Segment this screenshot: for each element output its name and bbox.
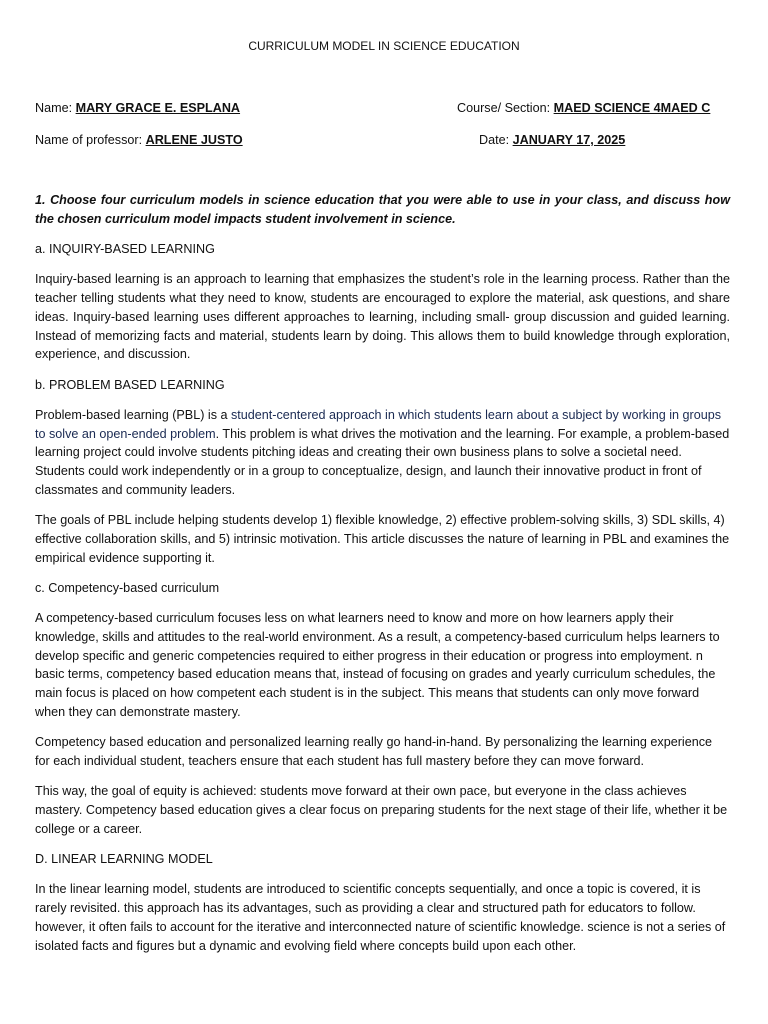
student-name-value: MARY GRACE E. ESPLANA <box>75 101 241 115</box>
date-value: JANUARY 17, 2025 <box>512 133 626 147</box>
section-c-paragraph-1: A competency-based curriculum focuses less on what learners need to know and more on how learners apply their knowledge, skills and attitudes to the real-world environment. As a result, a competency-based curriculum helps learners to develop specific and generic competencies required to either progress in their education or progress into employment. n basic terms, competency based education means that, instead of focusing on grades and yearly curriculum schedules, the main focus is placed on how competent each student is in the subject. This means that students can only move forward when they can demonstrate mastery. <box>35 611 720 720</box>
section-d-paragraph: In the linear learning model, students are introduced to scientific concepts sequentially, and once a topic is covered, it is rarely revisited. this approach has its advantages, such as providing a clear and structured path for educators to follow. however, it often fails to account for the iterative and interconnected nature of scientific knowledge. science is not a series of isolated facts and figures but a dynamic and evolving field where concepts build upon each other. <box>35 882 726 953</box>
section-b-heading: b. PROBLEM BASED LEARNING <box>35 377 225 392</box>
section-c-paragraph-2: Competency based education and personalized learning really go hand-in-hand. By personalizing the learning experience for each individual student, teachers ensure that each student has full mastery before they can move forward. <box>35 735 713 769</box>
date-label: Date: <box>479 133 513 147</box>
professor-label: Name of professor: <box>35 133 146 147</box>
section-c-paragraph-3: This way, the goal of equity is achieved: students move forward at their own pace, but everyone in the class achieves mastery. Competency based education gives a clear focus on preparing students for the next stage of their life, whether it be college or a career. <box>35 784 728 836</box>
section-a-heading: a. INQUIRY-BASED LEARNING <box>35 241 215 256</box>
section-b-paragraph-1 <box>35 406 730 500</box>
section-b-text-end: . This problem is what drives the motivation and the learning. For example, a problem-based learning project could involve students pitching ideas and creating their own business plans to solve a societal need. Students could work independently or in a group to conceptualize, design, and launch their innovative product in front of classmates and community leaders. <box>35 426 730 497</box>
section-a-paragraph: Inquiry-based learning is an approach to learning that emphasizes the student’s role in the learning process. Rather than the teacher telling students what they need to know, students are encouraged to explore the material, ask questions, and share ideas. Inquiry-based learning uses different approaches to learning, including small- group discussion and guided learning. Instead of memorizing facts and material, students learn by doing. This allows them to build knowledge through exploration, experience, and discussion. <box>35 272 730 362</box>
professor-value: ARLENE JUSTO <box>145 133 243 147</box>
question-text: 1. Choose four curriculum models in science education that you were able to use in your class, and discuss how the chosen curriculum model impacts student involvement in science. <box>35 193 730 226</box>
professor-field <box>35 131 243 150</box>
section-b-highlight: student-centered approach in which students learn about a subject by working in groups to solve an open-ended problem <box>35 407 722 441</box>
section-d-heading: D. LINEAR LEARNING MODEL <box>35 852 213 867</box>
course-section-value: MAED SCIENCE 4MAED C <box>553 101 711 115</box>
section-c-heading: c. Competency-based curriculum <box>35 580 220 595</box>
document-title: CURRICULUM MODEL IN SCIENCE EDUCATION <box>248 39 520 53</box>
course-section-field <box>457 99 710 118</box>
section-b-text-start: Problem-based learning (PBL) is a <box>35 407 231 422</box>
document-body <box>35 191 730 967</box>
course-section-label: Course/ Section: <box>457 101 554 115</box>
student-name-field <box>35 99 240 118</box>
section-b-paragraph-2: The goals of PBL include helping students develop 1) flexible knowledge, 2) effective problem-solving skills, 3) SDL skills, 4) effective collaboration skills, and 5) intrinsic motivation. This article discusses the nature of learning in PBL and examines the empirical evidence supporting it. <box>35 513 730 565</box>
student-name-label: Name: <box>35 101 76 115</box>
date-field <box>479 131 625 150</box>
